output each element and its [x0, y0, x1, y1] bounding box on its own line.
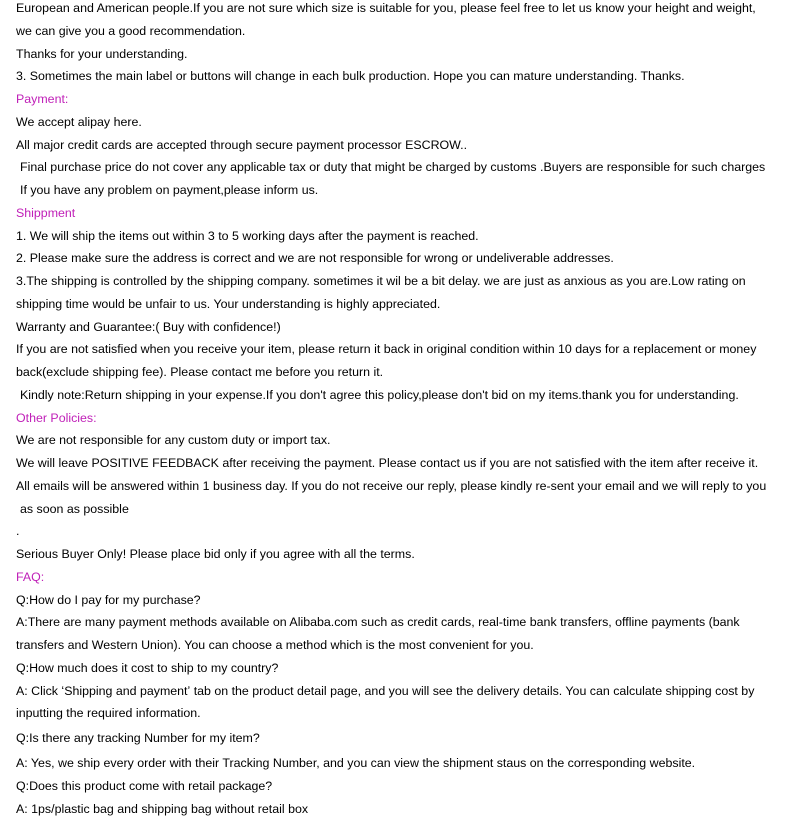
label-change-note: 3. Sometimes the main label or buttons will change in each bulk production. Hope you can mature understanding. Thanks.	[16, 65, 796, 88]
other-policies-heading: Other Policies:	[16, 407, 796, 430]
other-policies-line-1: We are not responsible for any custom duty or import tax.	[16, 429, 796, 452]
shipment-item-3-line-1: 3.The shipping is controlled by the shipping company. sometimes it wil be a bit delay. we are just as anxious as you are.Low rating on	[16, 270, 796, 293]
faq-answer-2-line-1: A: Click ʻShipping and paymentʼ tab on the product detail page, and you will see the delivery details. You can calculate shipping cost by	[16, 680, 796, 703]
faq-question-1: Q:How do I pay for my purchase?	[16, 589, 796, 612]
other-policies-line-3b: as soon as possible	[16, 498, 796, 521]
payment-heading: Payment:	[16, 88, 796, 111]
other-policies-line-2: We will leave POSITIVE FEEDBACK after receiving the payment. Please contact us if you are not satisfied with the item after receive it.	[16, 452, 796, 475]
kindly-note: Kindly note:Return shipping in your expense.If you don't agree this policy,please don't bid on my items.thank you for understanding.	[16, 384, 796, 407]
shipment-item-3-line-2: shipping time would be unfair to us. Your understanding is highly appreciated.	[16, 293, 796, 316]
warranty-line-1: If you are not satisfied when you receive your item, please return it back in original condition within 10 days for a replacement or money	[16, 338, 796, 361]
faq-answer-1-line-1: A:There are many payment methods available on Alibaba.com such as credit cards, real-time bank transfers, offline payments (bank	[16, 611, 796, 634]
payment-line-tax: Final purchase price do not cover any applicable tax or duty that might be charged by customs .Buyers are responsible for such charges	[16, 156, 796, 179]
policy-document	[16, 0, 796, 820]
shipment-item-1: 1. We will ship the items out within 3 to 5 working days after the payment is reached.	[16, 225, 796, 248]
size-note-line-2: we can give you a good recommendation.	[16, 20, 796, 43]
other-policies-line-3a: All emails will be answered within 1 business day. If you do not receive our reply, please kindly re-sent your email and we will reply to you	[16, 475, 796, 498]
faq-answer-1-line-2: transfers and Western Union). You can choose a method which is the most convenient for you.	[16, 634, 796, 657]
payment-line-alipay: We accept alipay here.	[16, 111, 796, 134]
faq-answer-4: A: 1ps/plastic bag and shipping bag without retail box	[16, 798, 796, 820]
faq-answer-2-line-2: inputting the required information.	[16, 702, 796, 725]
shipment-item-2: 2. Please make sure the address is correct and we are not responsible for wrong or undeliverable addresses.	[16, 247, 796, 270]
payment-line-problem: If you have any problem on payment,please inform us.	[16, 179, 796, 202]
warranty-line-2: back(exclude shipping fee). Please contact me before you return it.	[16, 361, 796, 384]
thanks-line: Thanks for your understanding.	[16, 43, 796, 66]
faq-question-4: Q:Does this product come with retail package?	[16, 775, 796, 798]
separator-dot: .	[16, 520, 796, 543]
faq-question-2: Q:How much does it cost to ship to my country?	[16, 657, 796, 680]
size-note-line-1: European and American people.If you are not sure which size is suitable for you, please feel free to let us know your height and weight,	[16, 0, 796, 20]
faq-heading: FAQ:	[16, 566, 796, 589]
payment-line-credit-cards: All major credit cards are accepted through secure payment processor ESCROW..	[16, 134, 796, 157]
warranty-title: Warranty and Guarantee:( Buy with confidence!)	[16, 316, 796, 339]
faq-question-3: Q:Is there any tracking Number for my item?	[16, 725, 796, 752]
faq-answer-3: A: Yes, we ship every order with their Tracking Number, and you can view the shipment staus on the corresponding website.	[16, 752, 796, 775]
serious-buyer-note: Serious Buyer Only! Please place bid only if you agree with all the terms.	[16, 543, 796, 566]
shipment-heading: Shippment	[16, 202, 796, 225]
